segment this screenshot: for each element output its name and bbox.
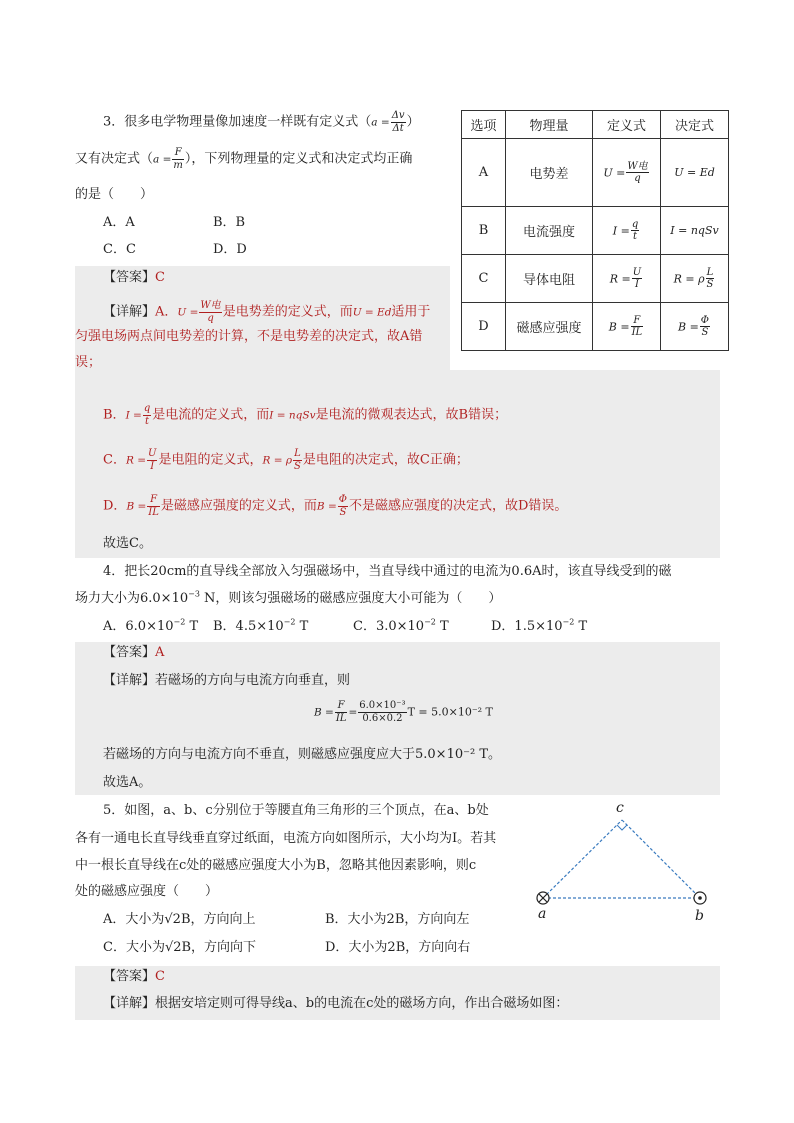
- table-cell: I = nqSv: [661, 207, 729, 255]
- q4-stem-line2: 场力大小为$6.0\times 10^{-3}$ N，则该匀强磁场的磁感应强度大小可能为（ ）: [75, 589, 502, 606]
- table-cell: 导体电阻: [506, 255, 593, 303]
- table-cell: R = ρ $\frac{L}{S}$: [661, 255, 729, 303]
- q3-stem-line3: 的是（ ）: [75, 187, 154, 202]
- q4-option-a: A．$6.0\times 10^{-2}$ T: [103, 617, 199, 634]
- table-cell: D: [462, 303, 506, 351]
- table-cell: U = Ed: [661, 139, 729, 207]
- q5-stem-line2: 各有一通电长直导线垂直穿过纸面，电流方向如图所示，大小均为I。若其: [75, 831, 497, 846]
- q5-detail-line1: 【详解】根据安培定则可得导线a、b的电流在c处的磁场方向，作出合磁场如图：: [103, 996, 569, 1011]
- triangle-side-ac: [543, 820, 622, 898]
- q5-stem-line4: 处的磁感应强度（ ）: [75, 884, 219, 899]
- q4-equation: B = $\frac{F}{IL}$ = $\frac{\text{6.0×10⁻³}}{0.6\times 0.2}$ T = 5.0×10⁻² T: [314, 700, 493, 724]
- q3-detail-a-line3: 误；: [75, 355, 102, 370]
- q4-option-b: B．$4.5\times 10^{-2}$ T: [213, 617, 309, 634]
- q5-stem-line1: 5．如图，a、b、c分别位于等腰直角三角形的三个顶点，在a、b处: [103, 803, 489, 818]
- q5-option-b: B．大小为2B，方向向左: [325, 912, 470, 927]
- q5-answer: 【答案】C: [103, 969, 165, 984]
- q3-detail-c: C．R = $\frac{U}{I}$ 是电阻的定义式，R = ρ $\frac{L}{S}$ 是电阻的决定式，故C正确；: [103, 448, 469, 472]
- q3-detail-b: B．I = $\frac{q}{t}$ 是电流的定义式，而I = nqSv是电流的微观表达式，故B错误；: [103, 403, 508, 427]
- q5-option-c: C．大小为√2B，方向向下: [103, 940, 257, 955]
- q3-table: [461, 110, 729, 351]
- q4-stem-line1: 4．把长20cm的直导线全部放入匀强磁场中，当直导线中通过的电流为0.6A时，该直导线受到的磁: [103, 564, 672, 579]
- table-row: [462, 255, 729, 303]
- table-cell: A: [462, 139, 506, 207]
- q3-option-b: B．B: [213, 215, 246, 230]
- table-cell: C: [462, 255, 506, 303]
- q3-detail-d: D．B = $\frac{F}{IL}$ 是磁感应强度的定义式，而B = $\frac{\Phi}{S}$ 不是磁感应强度的决定式，故D错误。: [103, 494, 568, 518]
- table-row: [462, 303, 729, 351]
- q3-detail-a: 【详解】A．U = $\frac{\text{W电}}{q}$ 是电势差的定义式，而U = Ed适用于: [103, 300, 431, 324]
- vertex-label-b: b: [695, 908, 704, 924]
- table-header-cell: 决定式: [661, 111, 729, 139]
- q3-option-a: A．A: [103, 215, 135, 230]
- table-header-cell: 选项: [462, 111, 506, 139]
- current-into-page-icon: [537, 892, 549, 904]
- q4-answer: 【答案】A: [103, 645, 165, 660]
- q4-detail-line1: 【详解】若磁场的方向与电流方向垂直，则: [103, 673, 351, 688]
- table-cell: B = $\frac{F}{IL}$: [593, 303, 661, 351]
- q5-triangle-figure: [525, 798, 725, 926]
- q4-option-d: D．$1.5\times 10^{-2}$ T: [491, 617, 588, 634]
- table-row: [462, 139, 729, 207]
- vertex-label-a: a: [538, 906, 547, 922]
- q4-conclusion: 故选A。: [103, 775, 152, 790]
- q3-detail-a-line2: 匀强电场两点间电势差的计算，不是电势差的决定式，故A错: [75, 329, 423, 344]
- table-cell: R = $\frac{U}{I}$: [593, 255, 661, 303]
- table-cell: 电流强度: [506, 207, 593, 255]
- q5-option-d: D．大小为2B，方向向右: [325, 940, 471, 955]
- table-cell: 磁感应强度: [506, 303, 593, 351]
- table-header-cell: 物理量: [506, 111, 593, 139]
- table-cell: U = $\frac{\text{W电}}{q}$: [593, 139, 661, 207]
- table-header-cell: 定义式: [593, 111, 661, 139]
- q3-answer: 【答案】C: [103, 270, 165, 285]
- table-row: [462, 207, 729, 255]
- triangle-side-bc: [622, 820, 700, 898]
- q3-option-c: C．C: [103, 242, 136, 257]
- q3-stem-line1: 3．很多电学物理量像加速度一样既有定义式（a = $\frac{\Delta v}{\Delta t}$ ）: [103, 110, 420, 134]
- current-out-of-page-icon: [694, 892, 706, 904]
- table-cell: B: [462, 207, 506, 255]
- q5-answer-shade: [75, 966, 720, 1020]
- table-cell: B = $\frac{\Phi}{S}$: [661, 303, 729, 351]
- q5-stem-line3: 中一根长直导线在c处的磁感应强度大小为B，忽略其他因素影响，则c: [75, 858, 477, 873]
- right-angle-mark: [617, 825, 627, 830]
- q3-conclusion: 故选C。: [103, 536, 152, 551]
- table-header-row: [462, 111, 729, 139]
- vertex-label-c: c: [616, 800, 624, 816]
- q5-option-a: A．大小为√2B，方向向上: [103, 912, 256, 927]
- table-cell: I = $\frac{q}{t}$: [593, 207, 661, 255]
- table-cell: 电势差: [506, 139, 593, 207]
- q4-detail-line2: 若磁场的方向与电流方向不垂直，则磁感应强度应大于5.0×10⁻² T。: [103, 747, 501, 762]
- q4-option-c: C．$3.0\times 10^{-2}$ T: [353, 617, 449, 634]
- q3-option-d: D．D: [213, 242, 247, 257]
- q3-stem-line2: 又有决定式（a = $\frac{F}{m}$ ），下列物理量的定义式和决定式均正确: [75, 147, 413, 171]
